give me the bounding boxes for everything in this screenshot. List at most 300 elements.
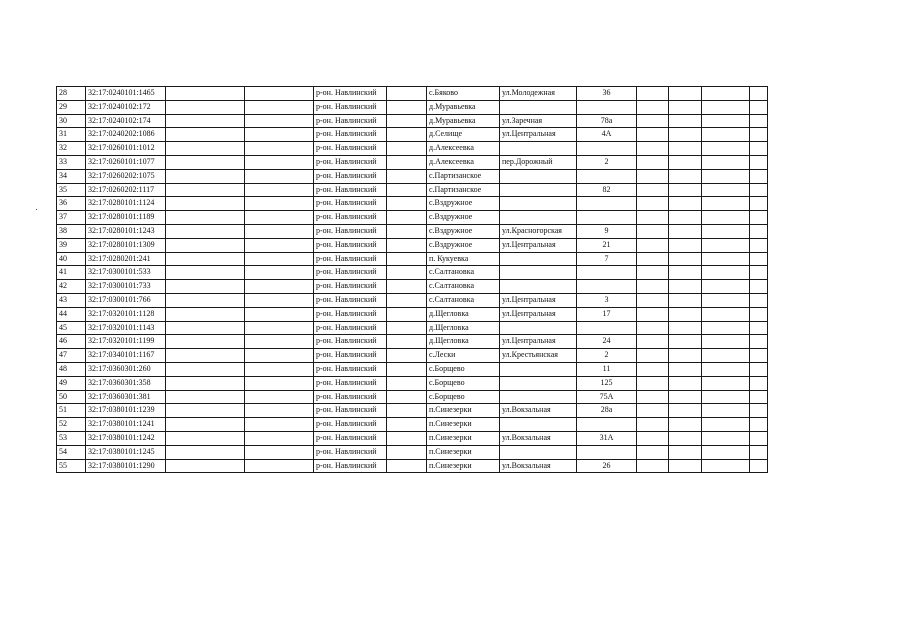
cadastre-number-cell: 32:17:0240101:1465 xyxy=(86,87,166,101)
empty-cell xyxy=(669,459,702,473)
empty-cell xyxy=(702,280,750,294)
street-cell xyxy=(500,266,577,280)
empty-cell xyxy=(669,155,702,169)
empty-cell xyxy=(166,362,245,376)
empty-cell xyxy=(245,100,314,114)
empty-cell xyxy=(637,211,669,225)
table-row xyxy=(57,376,768,390)
street-cell: ул.Центральная xyxy=(500,293,577,307)
district-cell: р-он. Навлинский xyxy=(314,155,387,169)
street-cell xyxy=(500,418,577,432)
empty-cell xyxy=(702,128,750,142)
empty-cell xyxy=(750,197,768,211)
empty-cell xyxy=(245,252,314,266)
empty-cell xyxy=(669,376,702,390)
empty-cell xyxy=(669,418,702,432)
street-cell: ул.Центральная xyxy=(500,335,577,349)
district-cell: р-он. Навлинский xyxy=(314,390,387,404)
empty-cell xyxy=(750,459,768,473)
empty-cell xyxy=(669,445,702,459)
locality-cell: с.Салтановка xyxy=(427,293,500,307)
street-cell xyxy=(500,390,577,404)
scan-speck xyxy=(36,209,37,210)
empty-cell xyxy=(637,376,669,390)
empty-cell xyxy=(637,142,669,156)
empty-cell xyxy=(669,128,702,142)
district-cell: р-он. Навлинский xyxy=(314,349,387,363)
empty-cell xyxy=(750,169,768,183)
row-number-cell: 30 xyxy=(57,114,86,128)
empty-cell xyxy=(387,280,427,294)
district-cell: р-он. Навлинский xyxy=(314,280,387,294)
house-number-cell: 21 xyxy=(577,238,637,252)
empty-cell xyxy=(702,252,750,266)
empty-cell xyxy=(637,114,669,128)
empty-cell xyxy=(637,307,669,321)
empty-cell xyxy=(702,197,750,211)
table-row xyxy=(57,321,768,335)
empty-cell xyxy=(750,183,768,197)
cadastre-number-cell: 32:17:0360301:358 xyxy=(86,376,166,390)
empty-cell xyxy=(166,183,245,197)
empty-cell xyxy=(166,404,245,418)
district-cell: р-он. Навлинский xyxy=(314,142,387,156)
district-cell: р-он. Навлинский xyxy=(314,169,387,183)
street-cell: ул.Заречная xyxy=(500,114,577,128)
street-cell: ул.Центральная xyxy=(500,238,577,252)
empty-cell xyxy=(166,459,245,473)
empty-cell xyxy=(702,445,750,459)
cadastre-number-cell: 32:17:0380101:1241 xyxy=(86,418,166,432)
empty-cell xyxy=(750,293,768,307)
row-number-cell: 42 xyxy=(57,280,86,294)
empty-cell xyxy=(669,321,702,335)
empty-cell xyxy=(166,335,245,349)
table-row xyxy=(57,238,768,252)
empty-cell xyxy=(637,252,669,266)
cadastre-number-cell: 32:17:0340101:1167 xyxy=(86,349,166,363)
row-number-cell: 33 xyxy=(57,155,86,169)
house-number-cell: 11 xyxy=(577,362,637,376)
empty-cell xyxy=(669,252,702,266)
row-number-cell: 47 xyxy=(57,349,86,363)
empty-cell xyxy=(750,155,768,169)
empty-cell xyxy=(245,87,314,101)
empty-cell xyxy=(166,445,245,459)
street-cell xyxy=(500,376,577,390)
empty-cell xyxy=(245,224,314,238)
district-cell: р-он. Навлинский xyxy=(314,238,387,252)
locality-cell: д.Муравьевка xyxy=(427,114,500,128)
row-number-cell: 45 xyxy=(57,321,86,335)
empty-cell xyxy=(702,459,750,473)
cadastre-number-cell: 32:17:0300101:533 xyxy=(86,266,166,280)
empty-cell xyxy=(750,266,768,280)
empty-cell xyxy=(750,128,768,142)
row-number-cell: 48 xyxy=(57,362,86,376)
empty-cell xyxy=(637,87,669,101)
street-cell: ул.Центральная xyxy=(500,307,577,321)
row-number-cell: 39 xyxy=(57,238,86,252)
locality-cell: д.Щегловка xyxy=(427,307,500,321)
empty-cell xyxy=(166,321,245,335)
row-number-cell: 34 xyxy=(57,169,86,183)
empty-cell xyxy=(637,266,669,280)
street-cell: пер.Дорожный xyxy=(500,155,577,169)
empty-cell xyxy=(669,197,702,211)
empty-cell xyxy=(387,224,427,238)
table-row xyxy=(57,100,768,114)
row-number-cell: 49 xyxy=(57,376,86,390)
table-row xyxy=(57,252,768,266)
row-number-cell: 28 xyxy=(57,87,86,101)
district-cell: р-он. Навлинский xyxy=(314,266,387,280)
district-cell: р-он. Навлинский xyxy=(314,100,387,114)
row-number-cell: 43 xyxy=(57,293,86,307)
empty-cell xyxy=(637,321,669,335)
empty-cell xyxy=(702,362,750,376)
empty-cell xyxy=(669,362,702,376)
district-cell: р-он. Навлинский xyxy=(314,431,387,445)
house-number-cell xyxy=(577,445,637,459)
locality-cell: д.Алексеевка xyxy=(427,155,500,169)
empty-cell xyxy=(669,114,702,128)
table-row xyxy=(57,224,768,238)
empty-cell xyxy=(387,266,427,280)
locality-cell: с.Борщево xyxy=(427,376,500,390)
empty-cell xyxy=(750,335,768,349)
empty-cell xyxy=(166,87,245,101)
empty-cell xyxy=(637,459,669,473)
empty-cell xyxy=(669,169,702,183)
empty-cell xyxy=(702,335,750,349)
cadastre-number-cell: 32:17:0360301:381 xyxy=(86,390,166,404)
house-number-cell xyxy=(577,266,637,280)
empty-cell xyxy=(669,87,702,101)
table-row xyxy=(57,114,768,128)
empty-cell xyxy=(387,321,427,335)
empty-cell xyxy=(166,238,245,252)
empty-cell xyxy=(245,362,314,376)
cadastre-number-cell: 32:17:0280101:1124 xyxy=(86,197,166,211)
empty-cell xyxy=(702,155,750,169)
empty-cell xyxy=(245,238,314,252)
table-row xyxy=(57,431,768,445)
locality-cell: п.Синезерки xyxy=(427,404,500,418)
house-number-cell: 78а xyxy=(577,114,637,128)
empty-cell xyxy=(166,293,245,307)
cadastre-number-cell: 32:17:0320101:1199 xyxy=(86,335,166,349)
house-number-cell xyxy=(577,280,637,294)
empty-cell xyxy=(387,459,427,473)
empty-cell xyxy=(750,404,768,418)
street-cell: ул.Вокзальная xyxy=(500,459,577,473)
empty-cell xyxy=(669,266,702,280)
cadastre-number-cell: 32:17:0380101:1239 xyxy=(86,404,166,418)
house-number-cell: 24 xyxy=(577,335,637,349)
empty-cell xyxy=(245,390,314,404)
empty-cell xyxy=(387,404,427,418)
district-cell: р-он. Навлинский xyxy=(314,362,387,376)
empty-cell xyxy=(669,404,702,418)
street-cell xyxy=(500,169,577,183)
empty-cell xyxy=(750,114,768,128)
empty-cell xyxy=(387,431,427,445)
cadastre-number-cell: 32:17:0280101:1189 xyxy=(86,211,166,225)
empty-cell xyxy=(387,307,427,321)
empty-cell xyxy=(387,252,427,266)
empty-cell xyxy=(702,307,750,321)
street-cell xyxy=(500,321,577,335)
house-number-cell: 31А xyxy=(577,431,637,445)
empty-cell xyxy=(702,224,750,238)
empty-cell xyxy=(387,128,427,142)
empty-cell xyxy=(245,266,314,280)
district-cell: р-он. Навлинский xyxy=(314,459,387,473)
empty-cell xyxy=(637,445,669,459)
empty-cell xyxy=(166,266,245,280)
house-number-cell xyxy=(577,197,637,211)
empty-cell xyxy=(245,114,314,128)
empty-cell xyxy=(387,238,427,252)
empty-cell xyxy=(702,404,750,418)
locality-cell: д.Селище xyxy=(427,128,500,142)
table-row xyxy=(57,459,768,473)
house-number-cell: 7 xyxy=(577,252,637,266)
empty-cell xyxy=(245,376,314,390)
empty-cell xyxy=(166,197,245,211)
locality-cell: с.Борщево xyxy=(427,362,500,376)
empty-cell xyxy=(702,321,750,335)
empty-cell xyxy=(669,238,702,252)
empty-cell xyxy=(166,100,245,114)
street-cell: ул.Центральная xyxy=(500,128,577,142)
district-cell: р-он. Навлинский xyxy=(314,418,387,432)
cadastre-number-cell: 32:17:0300101:733 xyxy=(86,280,166,294)
empty-cell xyxy=(245,445,314,459)
empty-cell xyxy=(245,169,314,183)
district-cell: р-он. Навлинский xyxy=(314,307,387,321)
house-number-cell: 17 xyxy=(577,307,637,321)
cadastre-number-cell: 32:17:0280201:241 xyxy=(86,252,166,266)
empty-cell xyxy=(702,100,750,114)
empty-cell xyxy=(387,142,427,156)
empty-cell xyxy=(702,114,750,128)
row-number-cell: 38 xyxy=(57,224,86,238)
empty-cell xyxy=(245,197,314,211)
empty-cell xyxy=(669,100,702,114)
empty-cell xyxy=(245,280,314,294)
table-row xyxy=(57,390,768,404)
house-number-cell xyxy=(577,169,637,183)
cadastre-number-cell: 32:17:0280101:1309 xyxy=(86,238,166,252)
empty-cell xyxy=(387,376,427,390)
empty-cell xyxy=(637,431,669,445)
street-cell xyxy=(500,211,577,225)
locality-cell: д.Щегловка xyxy=(427,335,500,349)
locality-cell: д.Алексеевка xyxy=(427,142,500,156)
empty-cell xyxy=(702,238,750,252)
empty-cell xyxy=(750,280,768,294)
row-number-cell: 41 xyxy=(57,266,86,280)
empty-cell xyxy=(245,128,314,142)
house-number-cell: 3 xyxy=(577,293,637,307)
empty-cell xyxy=(750,307,768,321)
empty-cell xyxy=(750,376,768,390)
house-number-cell xyxy=(577,211,637,225)
district-cell: р-он. Навлинский xyxy=(314,183,387,197)
house-number-cell: 26 xyxy=(577,459,637,473)
empty-cell xyxy=(166,252,245,266)
house-number-cell xyxy=(577,418,637,432)
cadastre-number-cell: 32:17:0280101:1243 xyxy=(86,224,166,238)
empty-cell xyxy=(166,418,245,432)
empty-cell xyxy=(166,349,245,363)
empty-cell xyxy=(750,238,768,252)
locality-cell: п.Синезерки xyxy=(427,445,500,459)
registry-table xyxy=(56,86,768,473)
empty-cell xyxy=(750,211,768,225)
empty-cell xyxy=(387,445,427,459)
street-cell: ул.Красногорская xyxy=(500,224,577,238)
table-row xyxy=(57,142,768,156)
house-number-cell: 9 xyxy=(577,224,637,238)
district-cell: р-он. Навлинский xyxy=(314,197,387,211)
locality-cell: с.Борщево xyxy=(427,390,500,404)
table-row xyxy=(57,169,768,183)
empty-cell xyxy=(166,376,245,390)
empty-cell xyxy=(166,224,245,238)
table-row xyxy=(57,445,768,459)
table-row xyxy=(57,362,768,376)
empty-cell xyxy=(702,183,750,197)
table-row xyxy=(57,87,768,101)
cadastre-number-cell: 32:17:0240102:174 xyxy=(86,114,166,128)
empty-cell xyxy=(245,155,314,169)
empty-cell xyxy=(245,211,314,225)
empty-cell xyxy=(637,349,669,363)
empty-cell xyxy=(750,252,768,266)
row-number-cell: 51 xyxy=(57,404,86,418)
row-number-cell: 54 xyxy=(57,445,86,459)
empty-cell xyxy=(669,211,702,225)
empty-cell xyxy=(387,155,427,169)
empty-cell xyxy=(750,321,768,335)
table-row xyxy=(57,404,768,418)
locality-cell: п.Синезерки xyxy=(427,418,500,432)
row-number-cell: 44 xyxy=(57,307,86,321)
house-number-cell xyxy=(577,321,637,335)
empty-cell xyxy=(245,307,314,321)
empty-cell xyxy=(166,114,245,128)
table-row xyxy=(57,266,768,280)
cadastre-number-cell: 32:17:0360301:260 xyxy=(86,362,166,376)
empty-cell xyxy=(166,211,245,225)
empty-cell xyxy=(245,431,314,445)
table-row xyxy=(57,211,768,225)
house-number-cell: 4А xyxy=(577,128,637,142)
empty-cell xyxy=(166,128,245,142)
empty-cell xyxy=(702,293,750,307)
empty-cell xyxy=(702,349,750,363)
empty-cell xyxy=(750,418,768,432)
empty-cell xyxy=(387,362,427,376)
cadastre-number-cell: 32:17:0260202:1117 xyxy=(86,183,166,197)
street-cell: ул.Вокзальная xyxy=(500,404,577,418)
empty-cell xyxy=(669,280,702,294)
empty-cell xyxy=(702,87,750,101)
empty-cell xyxy=(387,211,427,225)
street-cell: ул.Крестьянская xyxy=(500,349,577,363)
cadastre-number-cell: 32:17:0380101:1242 xyxy=(86,431,166,445)
house-number-cell xyxy=(577,100,637,114)
empty-cell xyxy=(245,404,314,418)
row-number-cell: 40 xyxy=(57,252,86,266)
table-row xyxy=(57,280,768,294)
table-row xyxy=(57,183,768,197)
street-cell xyxy=(500,252,577,266)
empty-cell xyxy=(637,362,669,376)
empty-cell xyxy=(387,293,427,307)
empty-cell xyxy=(245,349,314,363)
empty-cell xyxy=(750,390,768,404)
empty-cell xyxy=(750,349,768,363)
empty-cell xyxy=(702,211,750,225)
empty-cell xyxy=(245,142,314,156)
empty-cell xyxy=(387,335,427,349)
empty-cell xyxy=(750,431,768,445)
locality-cell: с.Вздружное xyxy=(427,197,500,211)
cadastre-number-cell: 32:17:0380101:1245 xyxy=(86,445,166,459)
empty-cell xyxy=(669,335,702,349)
house-number-cell: 28а xyxy=(577,404,637,418)
street-cell: ул.Вокзальная xyxy=(500,431,577,445)
row-number-cell: 55 xyxy=(57,459,86,473)
street-cell xyxy=(500,100,577,114)
empty-cell xyxy=(166,169,245,183)
locality-cell: с.Вздружное xyxy=(427,238,500,252)
locality-cell: с.Бяково xyxy=(427,87,500,101)
empty-cell xyxy=(166,280,245,294)
district-cell: р-он. Навлинский xyxy=(314,293,387,307)
empty-cell xyxy=(669,307,702,321)
empty-cell xyxy=(245,183,314,197)
locality-cell: с.Салтановка xyxy=(427,266,500,280)
street-cell: ул.Молодежная xyxy=(500,87,577,101)
locality-cell: с.Вздружное xyxy=(427,224,500,238)
locality-cell: п.Синезерки xyxy=(427,431,500,445)
table-row xyxy=(57,155,768,169)
empty-cell xyxy=(387,114,427,128)
locality-cell: д.Щегловка xyxy=(427,321,500,335)
empty-cell xyxy=(637,280,669,294)
table-row xyxy=(57,418,768,432)
locality-cell: п. Кукуевка xyxy=(427,252,500,266)
district-cell: р-он. Навлинский xyxy=(314,87,387,101)
empty-cell xyxy=(245,459,314,473)
district-cell: р-он. Навлинский xyxy=(314,376,387,390)
cadastre-number-cell: 32:17:0320101:1128 xyxy=(86,307,166,321)
empty-cell xyxy=(702,169,750,183)
empty-cell xyxy=(637,418,669,432)
district-cell: р-он. Навлинский xyxy=(314,224,387,238)
locality-cell: с.Партизанское xyxy=(427,183,500,197)
empty-cell xyxy=(387,169,427,183)
cadastre-number-cell: 32:17:0320101:1143 xyxy=(86,321,166,335)
row-number-cell: 36 xyxy=(57,197,86,211)
empty-cell xyxy=(750,445,768,459)
empty-cell xyxy=(750,142,768,156)
